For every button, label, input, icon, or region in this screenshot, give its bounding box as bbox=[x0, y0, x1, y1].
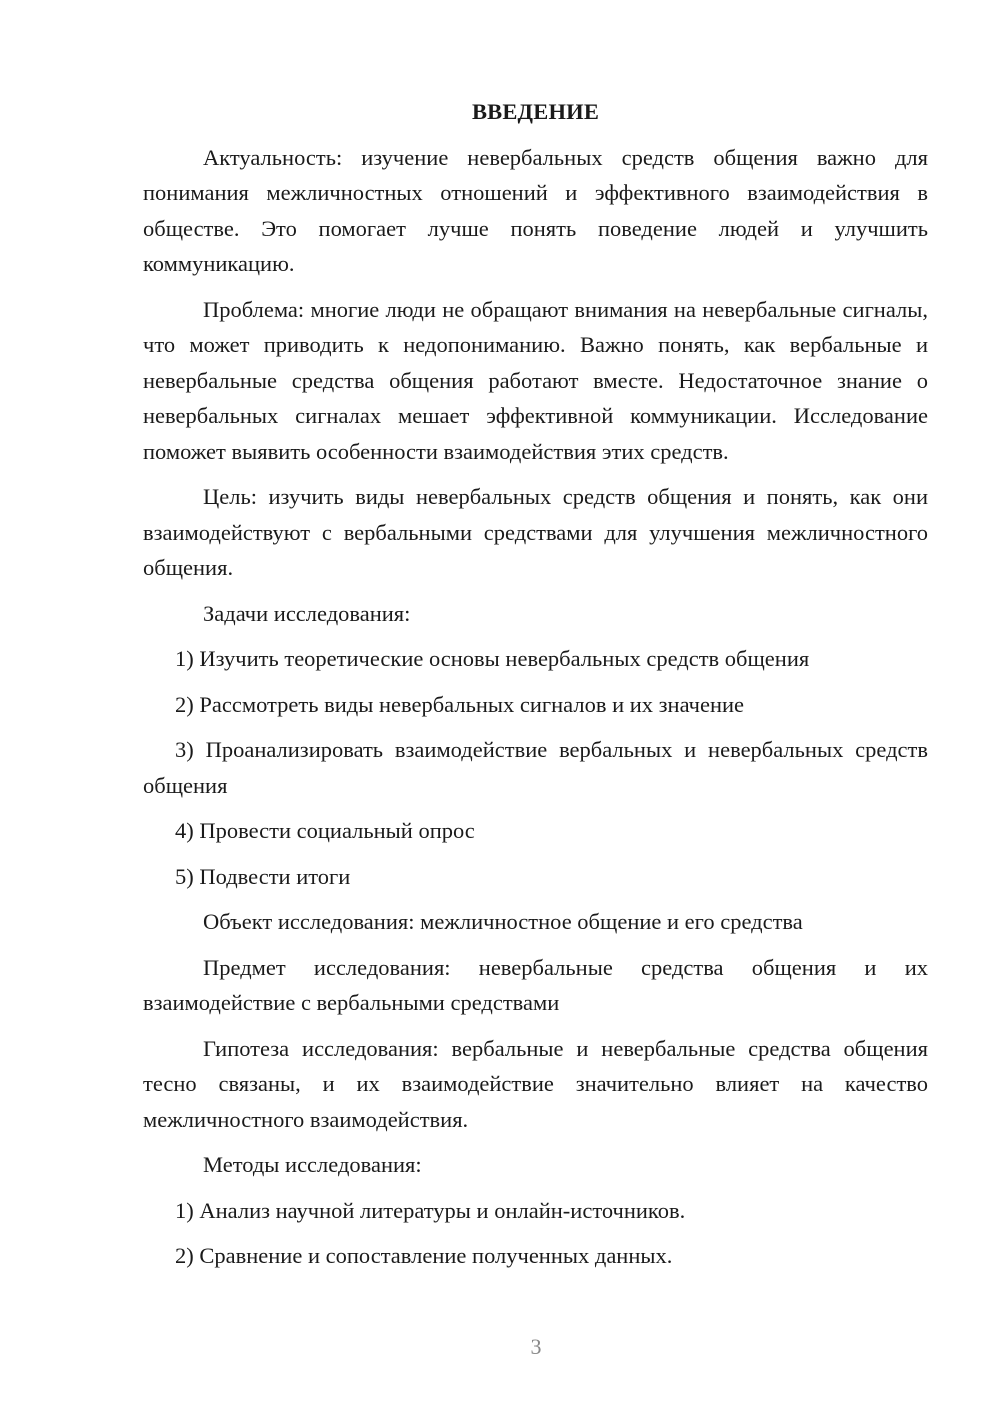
task-item: 5) Подвести итоги bbox=[175, 863, 351, 889]
section-title: ВВЕДЕНИЕ bbox=[471, 99, 600, 124]
method-item: 1) Анализ научной литературы и онлайн-источников. bbox=[175, 1197, 686, 1223]
methods-heading: Методы исследования: bbox=[203, 1152, 422, 1177]
tasks-heading: Задачи исследования: bbox=[203, 600, 411, 626]
task-item: 2) Рассмотреть виды невербальных сигналов и их значение bbox=[175, 691, 745, 717]
subject-paragraph: Предмет исследования: невербальные средства общения и их взаимодействие с вербальными средствами bbox=[143, 954, 928, 1015]
task-item: 4) Провести социальный опрос bbox=[175, 818, 475, 843]
goal-paragraph: Цель: изучить виды невербальных средств общения и понять, как они взаимодействуют с вербальными средствами для улучшения межличностного общения. bbox=[143, 484, 928, 580]
page-content bbox=[143, 94, 928, 1284]
hypothesis-paragraph: Гипотеза исследования: вербальные и невербальные средства общения тесно связаны, и их взаимодействие значительно влияет на качество межличностного взаимодействия. bbox=[143, 1035, 928, 1132]
page-number: 3 bbox=[530, 1334, 542, 1359]
task-item: 3) Проанализировать взаимодействие вербальных и невербальных средств общения bbox=[143, 737, 928, 798]
object-paragraph: Объект исследования: межличностное общение и его средства bbox=[203, 909, 803, 934]
problem-paragraph: Проблема: многие люди не обращают внимания на невербальные сигналы, что может приводить к недопониманию. Важно понять, как вербальные и невербальные средства общения работают вместе. Недостаточное знание о невербальных сигналах мешает эффективной коммуникации. Исследование поможет выявить особенности взаимодействия этих средств. bbox=[143, 296, 928, 464]
task-item: 1) Изучить теоретические основы невербальных средств общения bbox=[175, 646, 810, 671]
method-item: 2) Сравнение и сопоставление полученных данных. bbox=[175, 1243, 673, 1268]
relevance-paragraph: Актуальность: изучение невербальных средств общения важно для понимания межличностных отношений и эффективного взаимодействия в обществе. Это помогает лучше понять поведение людей и улучшить коммуникацию. bbox=[143, 144, 928, 276]
